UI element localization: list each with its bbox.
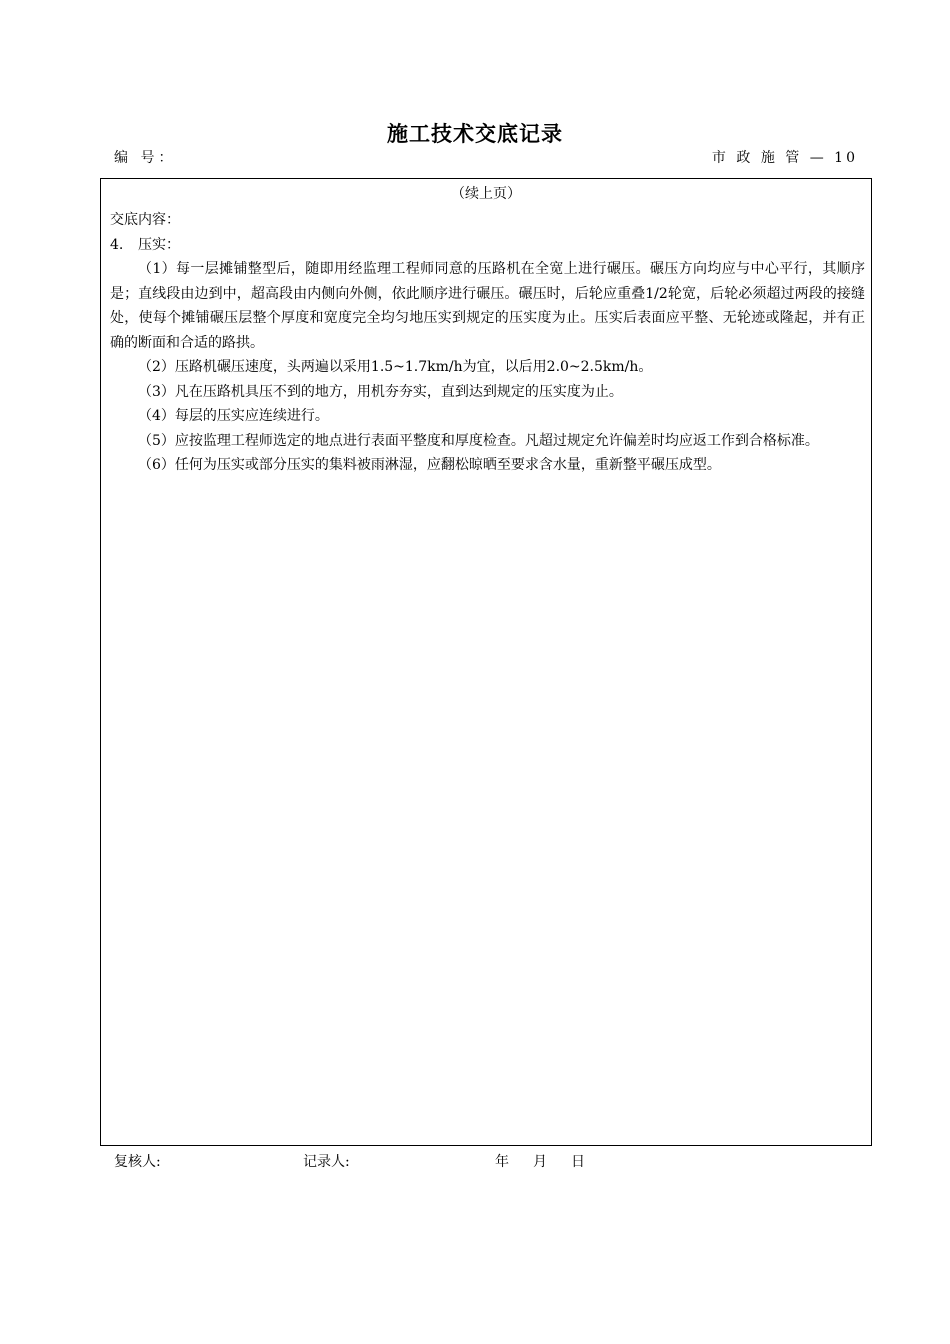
content-label: 交底内容： <box>110 212 180 228</box>
compaction-item-5: （5）应按监理工程师选定的地点进行表面平整度和厚度检查。凡超过规定允许偏差时均应返工作到合格标准。 <box>138 432 819 449</box>
section-number: 4. <box>110 236 124 253</box>
compaction-item-4: （4）每层的压实应连续进行。 <box>138 408 329 424</box>
signature-footer <box>114 1151 874 1171</box>
section-heading <box>110 233 865 258</box>
disclosure-body <box>110 208 865 478</box>
date-day-label: 日 <box>571 1154 585 1170</box>
compaction-item-1: （1）每一层摊铺整型后，随即用经监理工程师同意的压路机在全宽上进行碾压。碾压方向均应与中心平行，其顺序是；直线段由边到中，超高段由内侧向外侧，依此顺序进行碾压。碾压时，后轮应重叠1/2轮宽，后轮必须超过两段的接缝处，使每个摊铺碾压层整个厚度和宽度完全均匀地压实到规定的压实度为止。压实后表面应平整、无轮迹或隆起，并有正确的断面和合适的路拱。 <box>110 261 865 351</box>
disclosure-content-box <box>100 178 872 1146</box>
date-year-label: 年 <box>495 1154 509 1170</box>
page-title: 施工技术交底记录 <box>387 121 563 146</box>
recorder-label: 记录人: <box>303 1154 350 1170</box>
reviewer-label: 复核人: <box>114 1154 161 1170</box>
form-code: 市 政 施 管 — 10 <box>711 150 858 166</box>
serial-number-label: 编 号： <box>114 150 177 166</box>
compaction-item-3: （3）凡在压路机具压不到的地方，用机夯夯实，直到达到规定的压实度为止。 <box>138 383 623 400</box>
continued-from-previous-note: （续上页） <box>451 186 521 202</box>
date-month-label: 月 <box>533 1154 547 1170</box>
compaction-item-2: （2）压路机碾压速度，头两遍以采用1.5~1.7km/h为宜，以后用2.0~2.5km/h。 <box>138 359 653 375</box>
compaction-item-6: （6）任何为压实或部分压实的集料被雨淋湿，应翻松晾晒至要求含水量，重新整平碾压成型。 <box>138 457 721 473</box>
section-title: 压实： <box>138 236 180 253</box>
